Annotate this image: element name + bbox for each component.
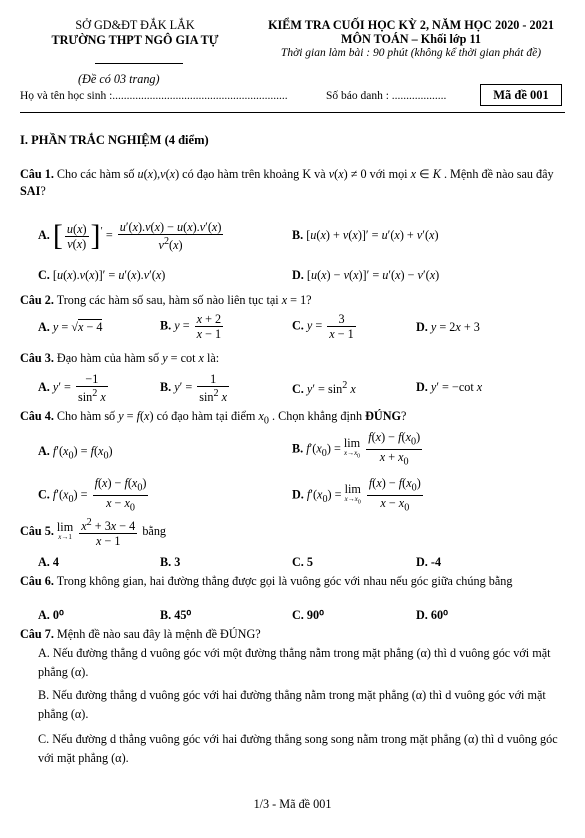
option-label: C. [38,268,50,282]
option-label: B. [160,379,172,394]
school-underline [95,63,183,64]
option-label: D. [416,380,428,394]
q4-option-c: C. $f'(x_0)$ = $\frac{f(x) - f(x_0)}{x - x_0}$ [38,476,147,514]
pages-note: (Đề có 03 trang) [78,72,160,86]
dept-name: SỞ GD&ĐT ĐẮK LẮK [75,18,195,32]
exam-title: KIỂM TRA CUỐI HỌC KỲ 2, NĂM HỌC 2020 - 2021 [268,18,554,32]
question-5: Câu 5. lim x→1 $\frac{x^2 + 3x - 4}{x - 1}$ bằng [20,517,167,549]
question-2: Câu 2. Trong các hàm số sau, hàm số nào liên tục tại x = 1? [20,293,312,307]
option-label: D. [292,268,304,282]
q3-option-c: C. $y' = \sin^2 x$ [292,380,356,397]
q5-option-a: A. 4 [38,555,59,569]
q5-option-c: C. 5 [292,555,313,569]
student-id-field: Số báo danh : ................... [326,90,447,102]
page-footer: 1/3 - Mã đề 001 [253,797,332,811]
option-label: C. [38,487,50,502]
question-text: Trong không gian, hai đường thẳng được gọi là vuông góc với nhau nếu góc giữa chúng bằng [56,574,513,588]
option-label: B. [160,318,172,333]
question-7 [20,626,565,643]
question-label: Câu 7. [20,627,54,641]
question-3: Câu 3. Đạo hàm của hàm số y = cot x là: [20,351,220,365]
student-name-field: Họ và tên học sinh :............................................................. [20,90,288,102]
header-divider [20,112,565,113]
option-label: D. [292,487,304,502]
q2-option-a: A. y = √x − 4 [38,320,103,334]
section-title: I. PHẦN TRẮC NGHIỆM (4 điểm) [20,133,209,147]
option-label: A. [38,320,50,334]
exam-subject: MÔN TOÁN – Khối lớp 11 [340,32,482,46]
q1-option-a: A. [ $\frac{u(x)}{v(x)}$ ]′ = $\frac{u'(x).v(x) - u(x).v'(x)}{v^2(x)}$ [38,219,222,253]
q2-option-d: D. y = 2x + 3 [416,320,480,334]
q2-option-c: C. y = $\frac{3}{x - 1}$ [292,312,354,341]
question-text: Mệnh đề nào sau đây là mệnh đề ĐÚNG? [56,627,261,641]
option-label: A. [38,227,50,242]
option-label: D. [416,320,428,334]
option-label: A. [38,379,50,394]
question-text: bằng [142,523,167,538]
question-1: Câu 1. Cho các hàm số u(x),v(x) có đạo hàm trên khoảng K và v(x) ≠ 0 với mọi x ∈ K . Mệnh đề nào sau đây SAI? [20,167,554,198]
option-label: B. [292,228,304,242]
q3-option-a: A. y′ = $\frac{-1}{\sin^2 x}$ [38,372,106,405]
q6-option-c: C. 90⁰ [292,608,324,622]
q7-option-a: A. Nếu đường thẳng d vuông góc với một đường thẳng nằm trong mặt phẳng (α) thì d vuông góc với mặt phẳng (α). [38,646,551,679]
question-label: Câu 5. [20,523,54,538]
option-label: C. [292,318,304,333]
question-label: Câu 1. [20,167,54,181]
q4-option-d: D. $f'(x_0) = \lim$ $x\to x_0$ $\frac{f(x) - f(x_0)}{x - x_0}$ [292,476,421,514]
time-note: Thời gian làm bài : 90 phút (không kể thời gian phát đề) [280,47,542,59]
option-label: B. [292,441,304,456]
option-label: A. [38,444,50,458]
q7-option-c: C. Nếu đường d thẳng vuông góc với hai đường thẳng song song nằm trong mặt phẳng (α) thì d vuông góc với mặt phẳng (α). [38,732,558,765]
q2-option-b: B. y = $\frac{x + 2}{x - 1}$ [160,312,222,341]
q4-option-a: A. $f'(x_0) = f(x_0)$ [38,444,113,462]
question-label: Câu 6. [20,574,54,588]
school-name: TRƯỜNG THPT NGÔ GIA TỰ [51,33,219,47]
q1-option-d: D. [u(x) − v(x)]′ = u′(x) − v′(x) [292,268,440,282]
question-6 [20,573,565,590]
q7-option-b: B. Nếu đường thẳng d vuông góc với hai đường thẳng nằm trong mặt phẳng (α) thì d vuông góc với mặt phẳng (α). [38,688,546,721]
question-label: Câu 2. [20,293,54,307]
q4-option-b: B. $f'(x_0) = \lim$ $x\to x_0$ $\frac{f(x) - f(x_0)}{x + x_0}$ [292,430,421,468]
q6-option-d: D. 60⁰ [416,608,448,622]
question-4: Câu 4. Cho hàm số y = f(x) có đạo hàm tại điểm $x_0$ . Chọn khẳng định ĐÚNG? [20,409,407,427]
q3-option-b: B. y′ = $\frac{1}{\sin^2 x}$ [160,372,228,405]
header-right [252,18,570,60]
exam-code-box: Mã đề 001 [480,84,562,106]
option-label: C. [292,382,304,397]
q5-option-d: D. -4 [416,555,442,569]
q6-option-a: A. 0⁰ [38,608,64,622]
question-label: Câu 3. [20,351,54,365]
q3-option-d: D. y′ = −cot x [416,380,483,394]
question-label: Câu 4. [20,409,54,423]
q5-option-b: B. 3 [160,555,181,569]
q6-option-b: B. 45⁰ [160,608,192,622]
q1-option-c: C. [u(x).v(x)]′ = u′(x).v′(x) [38,268,166,282]
q1-option-b: B. [u(x) + v(x)]′ = u′(x) + v′(x) [292,228,439,242]
header-left [20,18,250,48]
